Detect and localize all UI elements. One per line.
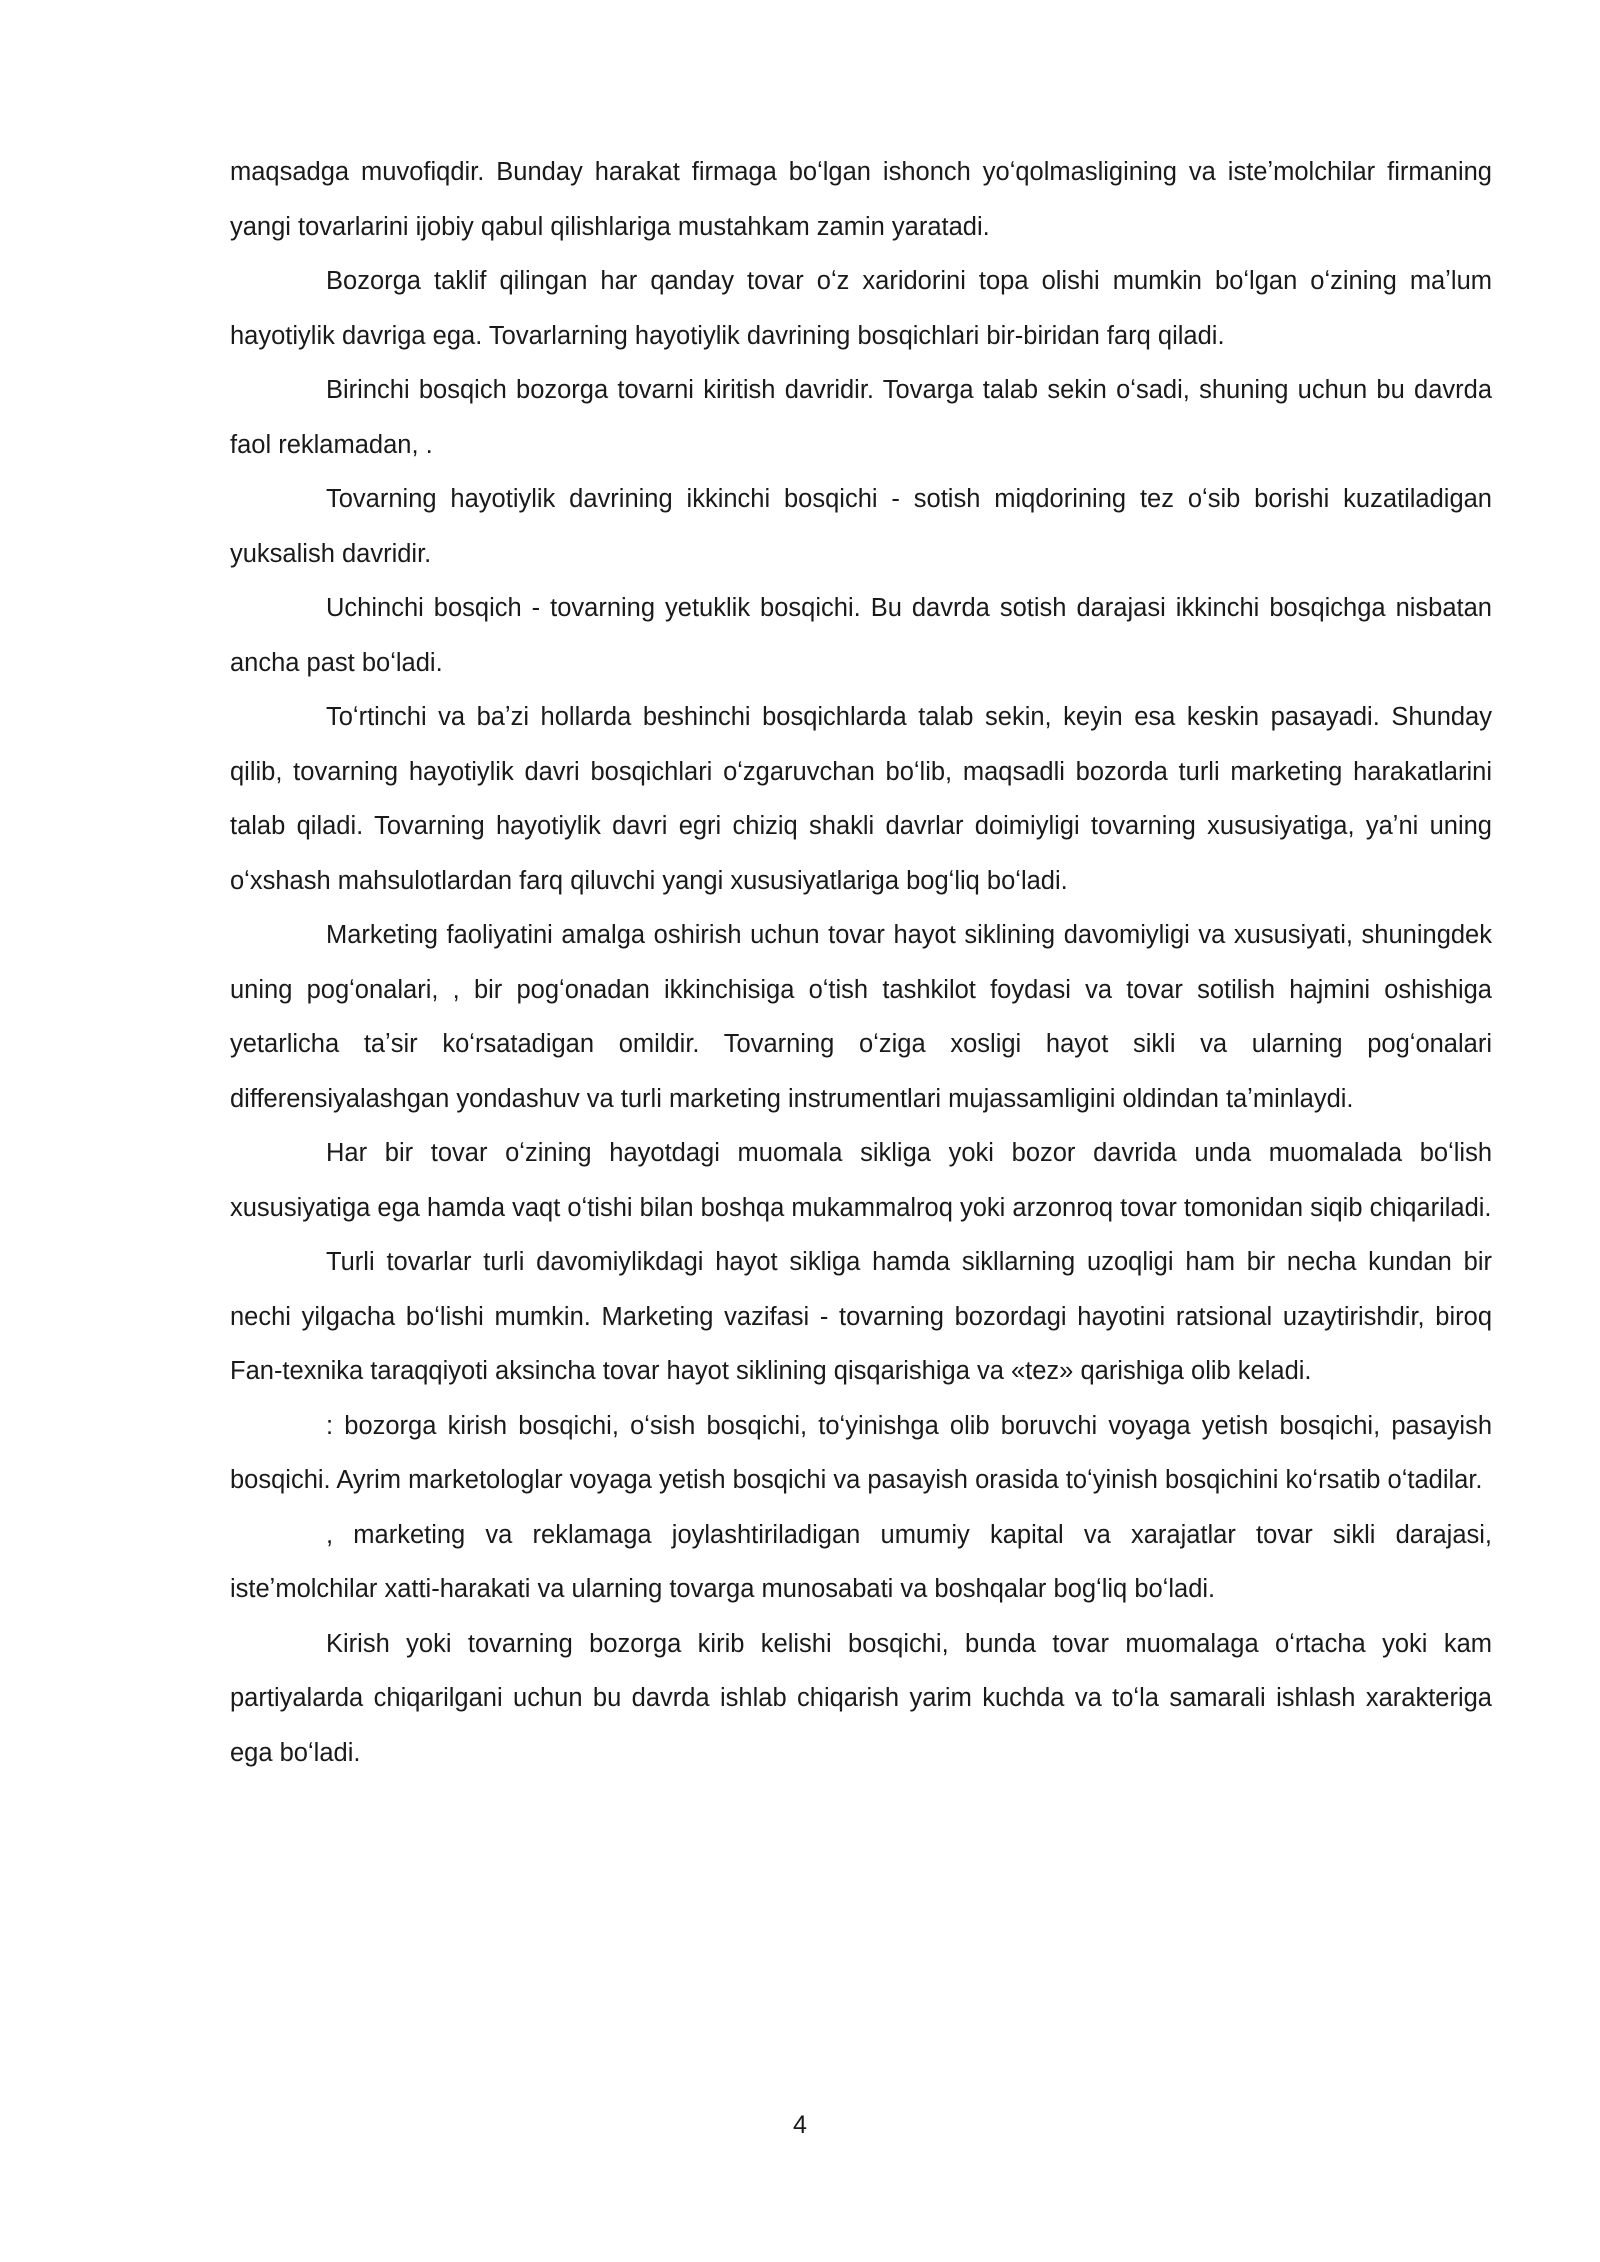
paragraph-2: Bozorga taklif qilingan har qanday tovar oʻz xaridorini topa olishi mumkin boʻlgan oʻzining maʼlum hayotiylik davriga ega. Tovarlarning hayotiylik davrining bosqichlari bir-biridan farq qiladi. <box>230 267 1492 350</box>
paragraph-10: : bozorga kirish bosqichi, oʻsish bosqichi, toʻyinishga olib boruvchi voyaga yetish bosqichi, pasayish bosqichi. Ayrim marketologlar voyaga yetish bosqichi va pasayish orasida toʻyinish bosqichini koʻrsatib oʻtadilar. <box>230 1411 1492 1494</box>
paragraph-6: Toʻrtinchi va baʼzi hollarda beshinchi bosqichlarda talab sekin, keyin esa keskin pasayadi. Shunday qilib, tovarning hayotiylik davri bosqichlari oʻzgaruvchan boʻlib, maqsadli bozorda turli marketing harakatlarini talab qiladi. Tovarning hayotiylik davri egri chiziq shakli davrlar doimiyligi tovarning xususiyatiga, yaʼni uning oʻxshash mahsulotlardan farq qiluvchi yangi xususiyatlariga bogʻliq boʻladi. <box>230 703 1492 895</box>
paragraph-11: , marketing va reklamaga joylashtiriladigan umumiy kapital va xarajatlar tovar sikli darajasi, isteʼmolchilar xatti-harakati va ularning tovarga munosabati va boshqalar bogʻliq boʻladi. <box>230 1520 1492 1603</box>
page-number: 4 <box>793 2111 807 2139</box>
paragraph-1: maqsadga muvofiqdir. Bunday harakat firmaga boʻlgan ishonch yoʻqolmasligining va isteʼmolchilar firmaning yangi tovarlarini ijobiy qabul qilishlariga mustahkam zamin yaratadi. <box>230 158 1492 241</box>
paragraph-8: Har bir tovar oʻzining hayotdagi muomala sikliga yoki bozor davrida unda muomalada boʻlish xususiyatiga ega hamda vaqt oʻtishi bilan boshqa mukammalroq yoki arzonroq tovar tomonidan siqib chiqariladi. <box>230 1139 1492 1222</box>
paragraph-5: Uchinchi bosqich - tovarning yetuklik bosqichi. Bu davrda sotish darajasi ikkinchi bosqichga nisbatan ancha past boʻladi. <box>230 594 1492 677</box>
paragraph-3: Birinchi bosqich bozorga tovarni kiritish davridir. Tovarga talab sekin oʻsadi, shuning uchun bu davrda faol reklamadan, . <box>230 376 1492 459</box>
paragraph-9: Turli tovarlar turli davomiylikdagi hayot sikliga hamda sikllarning uzoqligi ham bir necha kundan bir nechi yilgacha boʻlishi mumkin. Marketing vazifasi - tovarning bozordagi hayotini ratsional uzaytirishdir, biroq Fan-texnika taraqqiyoti aksincha tovar hayot siklining qisqarishiga va «tez» qarishiga olib keladi. <box>230 1248 1492 1385</box>
paragraph-12: Kirish yoki tovarning bozorga kirib kelishi bosqichi, bunda tovar muomalaga oʻrtacha yoki kam partiyalarda chiqarilgani uchun bu davrda ishlab chiqarish yarim kuchda va toʻla samarali ishlash xarakteriga ega boʻladi. <box>230 1629 1492 1767</box>
document-body <box>230 145 1492 1780</box>
paragraph-4: Tovarning hayotiylik davrining ikkinchi bosqichi - sotish miqdorining tez oʻsib borishi kuzatiladigan yuksalish davridir. <box>230 485 1492 568</box>
paragraph-7: Marketing faoliyatini amalga oshirish uchun tovar hayot siklining davomiyligi va xususiyati, shuningdek uning pogʻonalari, , bir pogʻonadan ikkinchisiga oʻtish tashkilot foydasi va tovar sotilish hajmini oshishiga yetarlicha taʼsir koʻrsatadigan omildir. Tovarning oʻziga xosligi hayot sikli va ularning pogʻonalari differensiyalashgan yondashuv va turli marketing instrumentlari mujassamligini oldindan taʼminlaydi. <box>230 921 1492 1113</box>
